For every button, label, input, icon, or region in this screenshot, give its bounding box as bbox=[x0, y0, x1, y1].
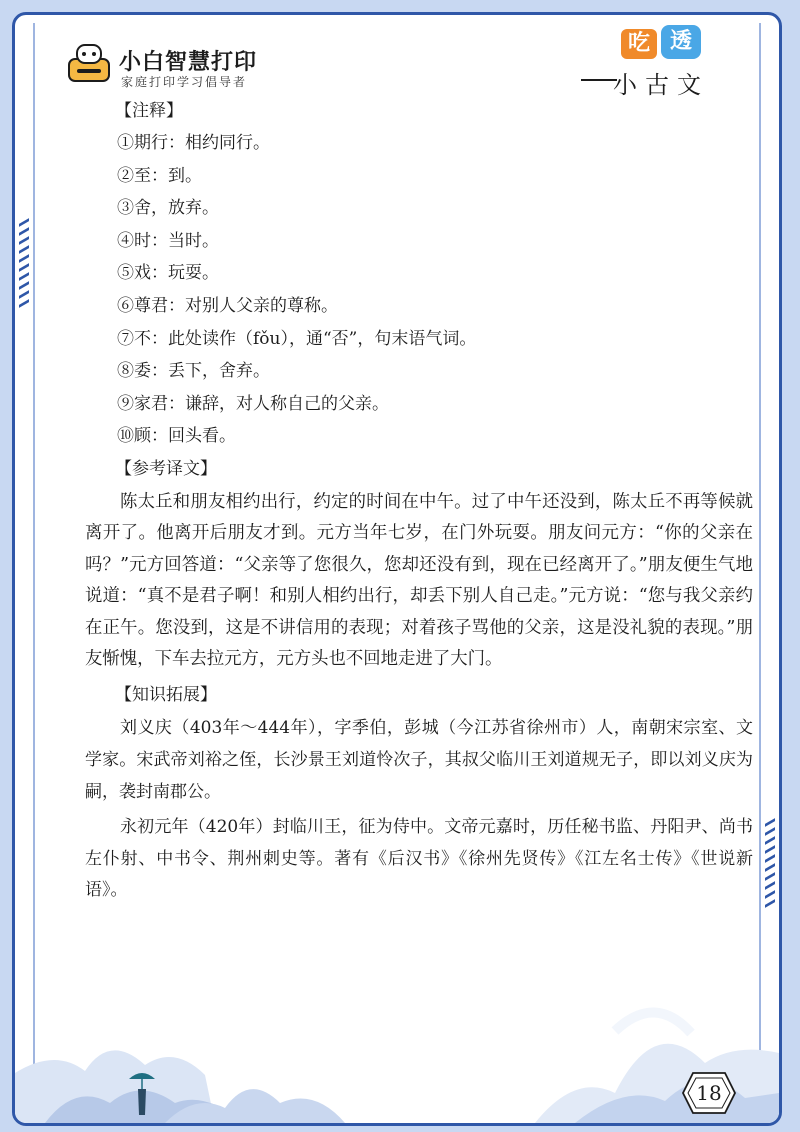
note-item: ⑧委：丢下，舍弃。 bbox=[117, 361, 270, 382]
left-stripe-decoration bbox=[17, 215, 31, 345]
notes-heading: 【注释】 bbox=[115, 101, 183, 121]
note-item: ③舍，放弃。 bbox=[117, 198, 219, 219]
series-badge-char-2: 透 bbox=[661, 25, 701, 59]
note-item: ④时：当时。 bbox=[117, 230, 219, 251]
note-item: ⑥尊君：对别人父亲的尊称。 bbox=[117, 295, 338, 316]
right-stripe-decoration bbox=[763, 815, 777, 945]
series-badge-char-1: 吃 bbox=[621, 29, 657, 59]
note-item: ②至：到。 bbox=[117, 165, 202, 186]
page-frame bbox=[12, 12, 782, 1126]
brand-tagline: 家庭打印学习倡导者 bbox=[121, 75, 248, 89]
series-badge bbox=[621, 25, 707, 61]
series-rule-left bbox=[581, 79, 617, 81]
extension-heading: 【知识拓展】 bbox=[115, 685, 217, 706]
main-content bbox=[85, 95, 753, 911]
translation-paragraph: 陈太丘和朋友相约出行，约定的时间在中午。过了中午还没到，陈太丘不再等候就离开了。他离开后朋友才到。元方当年七岁，在门外玩耍。朋友问元方：“你的父亲在吗？”元方回答道：“父亲等了您很久，您却还没有到，现在已经离开了。”朋友便生气地说道：“真不是君子啊！和别人相约出行，却丢下别人自己走。”元方说：“您与我父亲约在正午。您没到，这是不讲信用的表现；对着孩子骂他的父亲，这是没礼貌的表现。”朋友惭愧，下车去拉元方，元方头也不回地走进了大门。 bbox=[85, 491, 753, 669]
page-number-badge bbox=[679, 1069, 739, 1117]
note-item: ①期行：相约同行。 bbox=[117, 133, 270, 153]
note-item: ⑨家君：谦辞，对人称自己的父亲。 bbox=[117, 393, 389, 414]
umbrella-figure-icon bbox=[127, 1067, 157, 1119]
extension-paragraph-2: 永初元年（420年）封临川王，征为侍中。文帝元嘉时，历任秘书监、丹阳尹、尚书左仆射、中书令、荆州刺史等。著有《后汉书》《徐州先贤传》《江左名士传》《世说新语》。 bbox=[85, 817, 753, 901]
note-item: ⑦不：此处读作（fǒu），通“否”，句末语气词。 bbox=[117, 328, 477, 349]
note-item: ⑩顾：回头看。 bbox=[117, 426, 236, 447]
extension-paragraph-1: 刘义庆（403年～444年），字季伯，彭城（今江苏省徐州市）人，南朝宋宗室、文学家。宋武帝刘裕之侄，长沙景王刘道怜次子，其叔父临川王刘道规无子，即以刘义庆为嗣，袭封南郡公。 bbox=[85, 718, 753, 802]
printer-mascot-icon bbox=[67, 41, 111, 85]
translation-heading: 【参考译文】 bbox=[115, 458, 217, 479]
series-subtitle: 小古文 bbox=[613, 71, 709, 99]
series-title bbox=[581, 25, 731, 99]
notes-list bbox=[85, 127, 753, 453]
page-number: 18 bbox=[696, 1081, 722, 1105]
brand-logo bbox=[67, 35, 277, 95]
brand-name: 小白智慧打印 bbox=[119, 50, 258, 75]
note-item: ⑤戏：玩耍。 bbox=[117, 263, 219, 284]
